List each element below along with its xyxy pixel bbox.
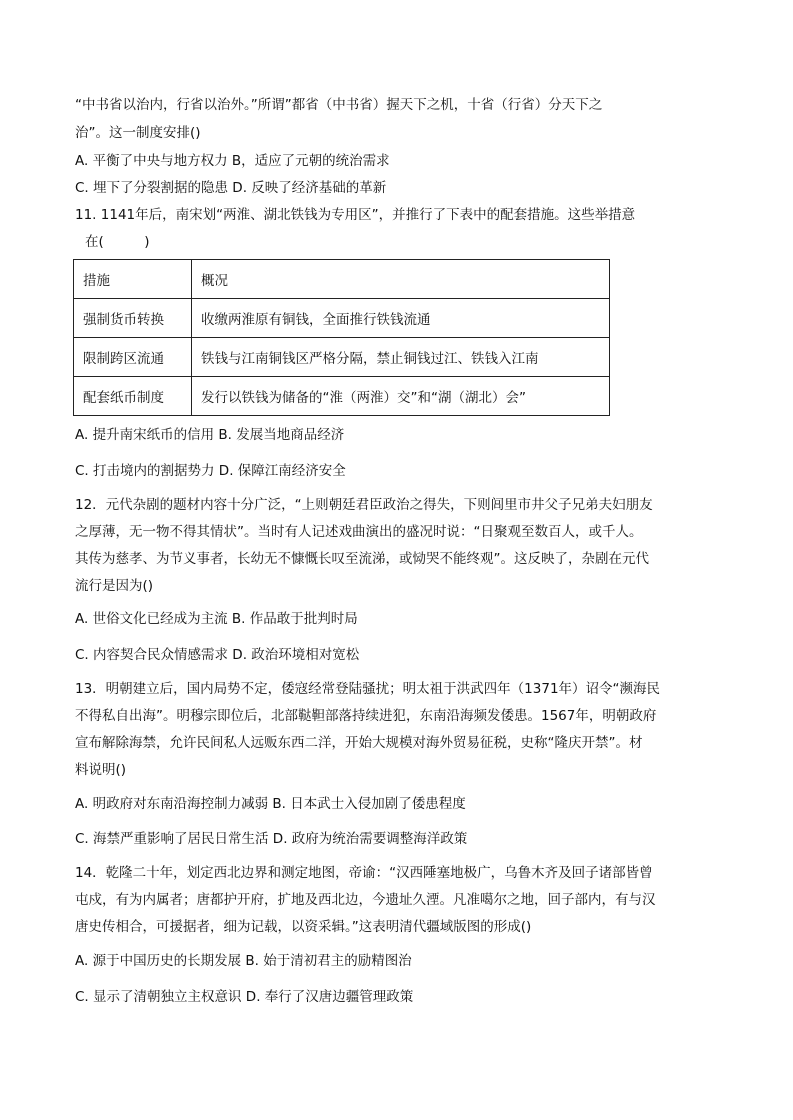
q11-options-cd: C. 打击境内的割据势力 D. 保障江南经济安全 (75, 463, 346, 479)
table-row (74, 338, 610, 377)
q10-stem-line-1: “中书省以治内，行省以治外。”所谓”都省（中书省）握天下之机，十省（行省）分天下之 (75, 97, 603, 113)
table-cell: 配套纸币制度 (74, 377, 192, 416)
q13-stem-line-2: 不得私自出海”。明穆宗即位后，北部鞑靼部落持续进犯，东南沿海频发倭患。1567年，明朝政府 (75, 708, 657, 724)
q14-options-ab: A. 源于中国历史的长期发展 B. 始于清初君主的励精图治 (75, 953, 412, 969)
q12-stem-line-4: 流行是因为() (75, 578, 154, 594)
q10-options-cd: C. 埋下了分裂割据的隐患 D. 反映了经济基础的革新 (75, 180, 387, 196)
q11-stem-line-2: 在( ) (85, 234, 150, 250)
table-cell: 发行以铁钱为储备的“淮（两淮）交”和“湖（湖北）会” (192, 377, 610, 416)
table-cell: 收缴两淮原有铜钱，全面推行铁钱流通 (192, 299, 610, 338)
q12-stem-line-3: 其传为慈孝、为节义事者，长幼无不慷慨长叹至流涕，或恸哭不能终观”。这反映了，杂剧在元代 (75, 551, 649, 567)
q10-options-ab: A. 平衡了中央与地方权力 B，适应了元朝的统治需求 (75, 153, 390, 169)
q11-measures-table (73, 259, 610, 416)
q13-stem-line-4: 料说明() (75, 762, 127, 778)
q13-options-ab: A. 明政府对东南沿海控制力减弱 B. 日本武士入侵加剧了倭患程度 (75, 796, 466, 812)
q12-options-cd: C. 内容契合民众情感需求 D. 政治环境相对宽松 (75, 647, 360, 663)
table-row (74, 377, 610, 416)
table-cell: 限制跨区流通 (74, 338, 192, 377)
table-header-cell: 措施 (74, 260, 192, 299)
q13-stem-line-1: 13．明朝建立后，国内局势不定，倭寇经常登陆骚扰；明太祖于洪武四年（1371年）诏令“濒海民 (75, 681, 661, 697)
q13-stem-line-3: 宣布解除海禁，允许民间私人远贩东西二洋，开始大规模对海外贸易征税，史称“隆庆开禁”。材 (75, 735, 643, 751)
q11-options-ab: A. 提升南宋纸币的信用 B. 发展当地商品经济 (75, 427, 345, 443)
q11-stem-line-1: 11. 1141年后，南宋划“两淮、湖北铁钱为专用区”，并推行了下表中的配套措施。这些举措意 (75, 207, 636, 223)
q14-stem-line-2: 屯戍，有为内属者；唐都护开府，扩地及西北边，今遗址久湮。凡准噶尔之地，回子部内，有与汉 (75, 892, 656, 908)
q12-stem-line-1: 12．元代杂剧的题材内容十分广泛，“上则朝廷君臣政治之得失，下则闾里市井父子兄弟夫妇朋友 (75, 497, 653, 513)
q12-options-ab: A. 世俗文化已经成为主流 B. 作品敢于批判时局 (75, 611, 358, 627)
q14-stem-line-3: 唐史传相合，可援据者，细为记载，以资采辑。”这表明清代疆域版图的形成() (75, 919, 532, 935)
q13-options-cd: C. 海禁严重影响了居民日常生活 D. 政府为统治需要调整海洋政策 (75, 831, 468, 847)
table-cell: 铁钱与江南铜钱区严格分隔，禁止铜钱过江、铁钱入江南 (192, 338, 610, 377)
q10-stem-line-2: 治”。这一制度安排() (75, 125, 201, 141)
table-row (74, 299, 610, 338)
q14-stem-line-1: 14．乾隆二十年，划定西北边界和测定地图，帝谕：“汉西陲塞地极广，乌鲁木齐及回子诸部皆曾 (75, 865, 653, 881)
q12-stem-line-2: 之厚薄，无一物不得其情状”。当时有人记述戏曲演出的盛况时说：“日聚观至数百人，或千人。 (75, 524, 643, 540)
table-cell: 强制货币转换 (74, 299, 192, 338)
table-header-row (74, 260, 610, 299)
q14-options-cd: C. 显示了清朝独立主权意识 D. 奉行了汉唐边疆管理政策 (75, 989, 414, 1005)
table-header-cell: 概况 (192, 260, 610, 299)
